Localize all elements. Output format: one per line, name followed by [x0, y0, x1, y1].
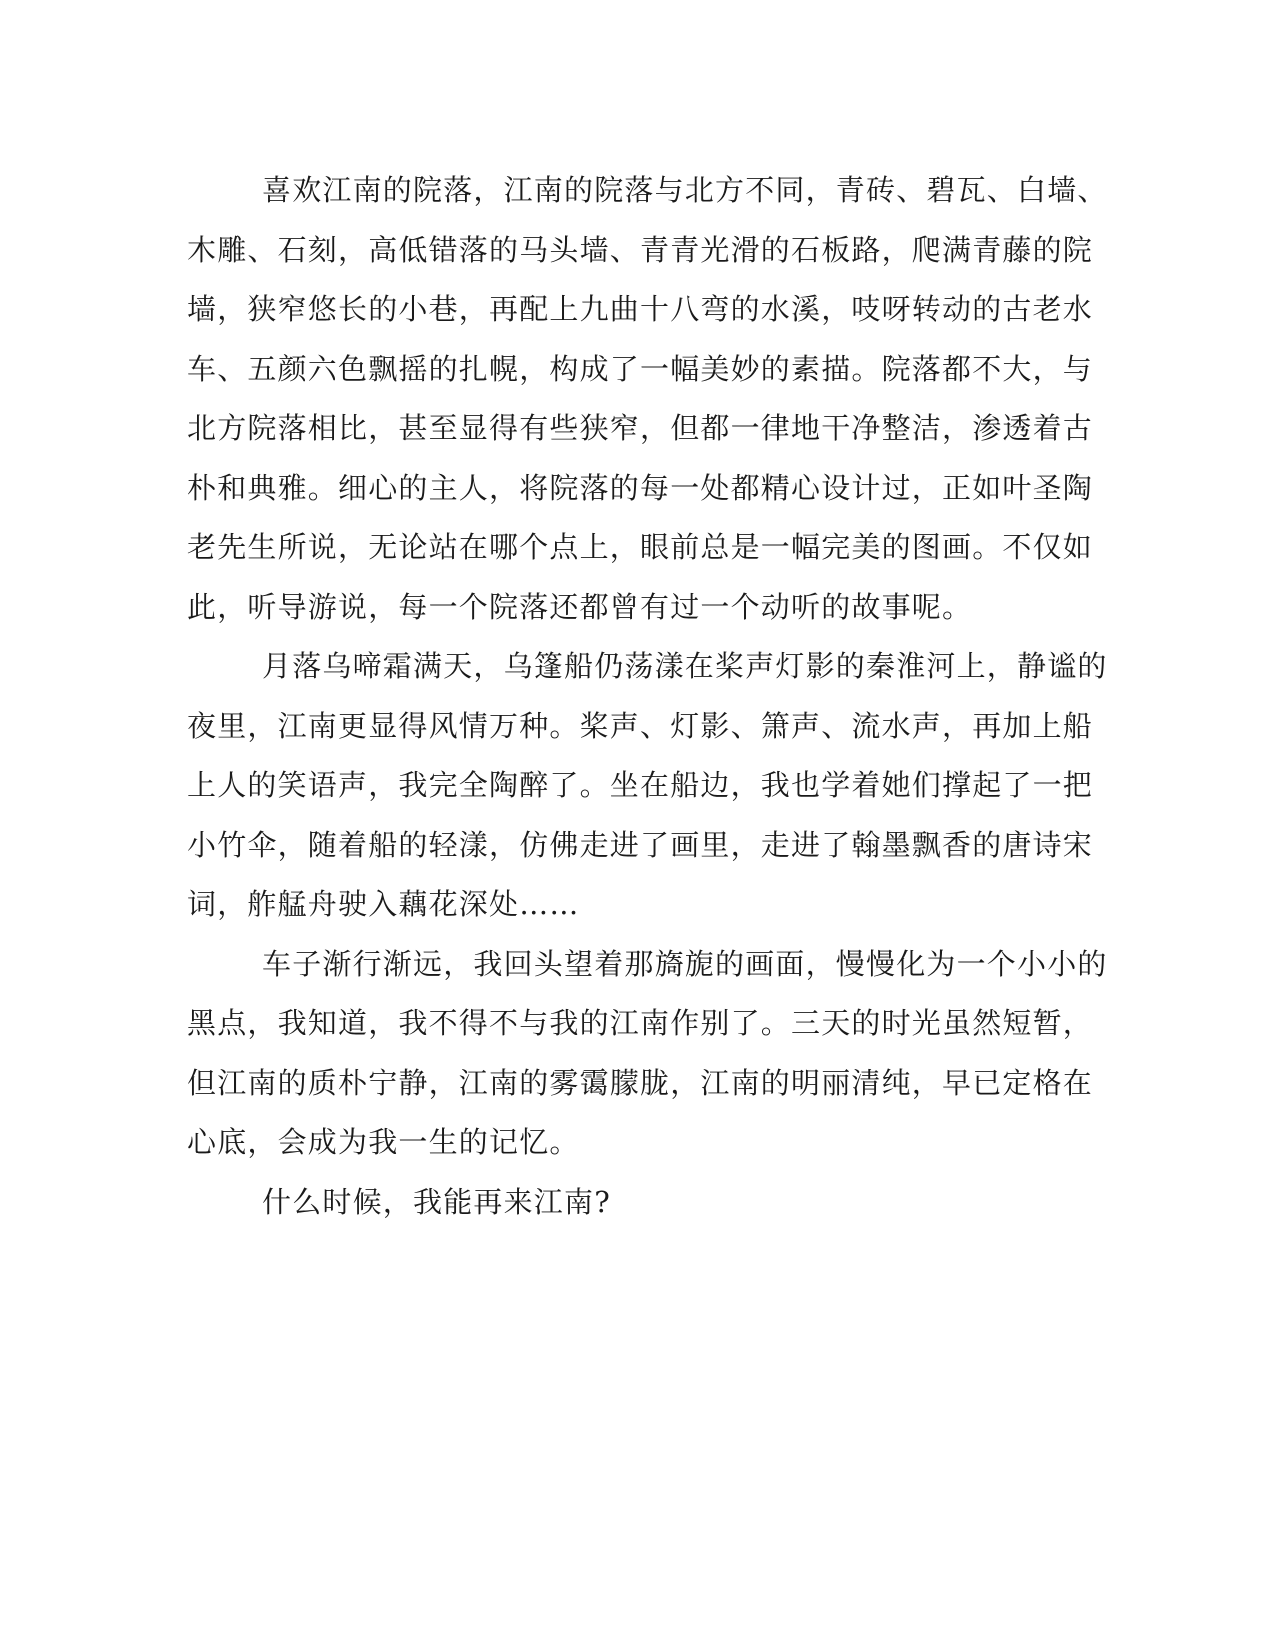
- text-line: 朴和典雅。细心的主人，将院落的每一处都精心设计过，正如叶圣陶: [187, 470, 1094, 505]
- text-line: 词，舴艋舟驶入藕花深处……: [187, 887, 580, 921]
- text-line: 黑点，我知道，我不得不与我的江南作别了。三天的时光虽然短暂，: [187, 1006, 1094, 1040]
- text-line: 墙，狭窄悠长的小巷，再配上九曲十八弯的水溪，吱呀转动的古老水: [187, 292, 1094, 326]
- text-line: 北方院落相比，甚至显得有些狭窄，但都一律地干净整洁，渗透着古: [187, 411, 1094, 445]
- text-line: 月落乌啼霜满天，乌篷船仍荡漾在桨声灯影的秦淮河上，静谧的: [262, 649, 1108, 683]
- text-line: 喜欢江南的院落，江南的院落与北方不同，青砖、碧瓦、白墙、: [262, 173, 1108, 207]
- paragraph-2: [187, 637, 1108, 935]
- text-line: 夜里，江南更显得风情万种。桨声、灯影、箫声、流水声，再加上船: [187, 708, 1094, 743]
- text-line: 木雕、石刻，高低错落的马头墙、青青光滑的石板路，爬满青藤的院: [187, 232, 1094, 267]
- essay-body: [187, 161, 1108, 1232]
- paragraph-4: [187, 1173, 1077, 1233]
- text-line: 车、五颜六色飘摇的扎幌，构成了一幅美妙的素描。院落都不大，与: [187, 351, 1094, 386]
- paragraph-1: [187, 161, 1108, 637]
- text-line: 心底，会成为我一生的记忆。: [187, 1125, 580, 1159]
- text-line: 此，听导游说，每一个院落还都曾有过一个动听的故事呢。: [187, 589, 973, 624]
- text-line: 什么时候，我能再来江南?: [262, 1184, 611, 1219]
- text-line: 上人的笑语声，我完全陶醉了。坐在船边，我也学着她们撑起了一把: [187, 768, 1094, 802]
- text-line: 小竹伞，随着船的轻漾，仿佛走进了画里，走进了翰墨飘香的唐诗宋: [187, 827, 1094, 862]
- text-line: 老先生所说，无论站在哪个点上，眼前总是一幅完美的图画。不仅如: [187, 530, 1094, 564]
- paragraph-3: [187, 935, 1108, 1173]
- text-line: 但江南的质朴宁静，江南的雾霭朦胧，江南的明丽清纯，早已定格在: [187, 1065, 1094, 1100]
- text-line: 车子渐行渐远，我回头望着那旖旎的画面，慢慢化为一个小小的: [262, 946, 1108, 981]
